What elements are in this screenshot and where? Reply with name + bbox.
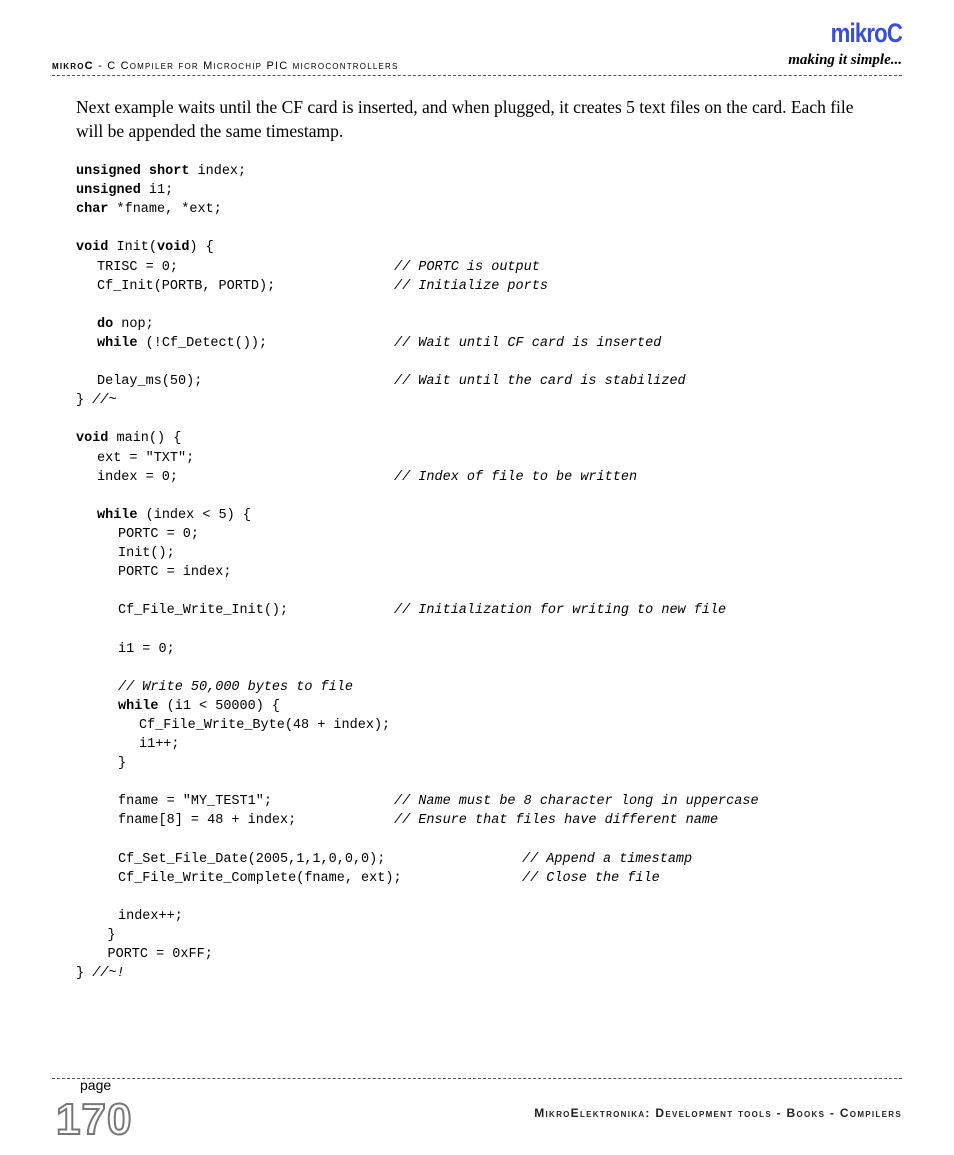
- code-line: [118, 525, 199, 544]
- code-keyword: do: [97, 316, 114, 332]
- code-text: (index < 5) {: [137, 507, 251, 523]
- code-text: }: [76, 393, 93, 409]
- code-line: [139, 735, 180, 754]
- code-text: index = 0;: [97, 469, 179, 485]
- code-line: [118, 869, 402, 888]
- code-text: i1 = 0;: [118, 641, 175, 657]
- code-line: [97, 277, 275, 296]
- code-line: [118, 544, 175, 563]
- code-line: [118, 811, 296, 830]
- code-line: [76, 200, 222, 219]
- code-text: TRISC = 0;: [97, 259, 179, 275]
- code-comment: // Ensure that files have different name: [394, 813, 719, 829]
- code-line: [97, 506, 251, 525]
- header-divider: [52, 75, 902, 76]
- code-text: PORTC = 0;: [118, 526, 200, 542]
- code-comment: // Close the file: [522, 870, 660, 886]
- code-text: }: [118, 756, 127, 772]
- code-line: [97, 449, 194, 468]
- code-line: [97, 468, 178, 487]
- code-line: [76, 391, 117, 410]
- code-line: [118, 850, 385, 869]
- code-text: Cf_File_Write_Complete(fname, ext);: [118, 870, 402, 886]
- code-comment: //~!: [92, 966, 125, 982]
- code-line: [97, 372, 202, 391]
- header-title: [52, 60, 399, 72]
- header-brand: mikroC: [52, 60, 94, 72]
- code-text: Init(: [108, 240, 158, 256]
- code-line: [118, 754, 126, 773]
- intro-paragraph: Next example waits until the CF card is inserted, and when plugged, it creates 5 text files on the card. Each file will be appended the same timestamp.: [76, 97, 854, 141]
- code-keyword: unsigned short: [76, 164, 190, 179]
- code-text: ) {: [189, 240, 214, 256]
- code-comment: //~: [92, 393, 117, 409]
- code-comment: // Initialize ports: [394, 278, 548, 294]
- code-comment: // Wait until the card is stabilized: [394, 374, 686, 390]
- code-line: [108, 945, 213, 964]
- code-text: Cf_Init(PORTB, PORTD);: [97, 278, 276, 294]
- code-line: [118, 601, 288, 620]
- code-keyword: while: [97, 335, 138, 351]
- code-line: [76, 429, 181, 448]
- footer-divider: [52, 1078, 902, 1079]
- code-text: PORTC = index;: [118, 565, 232, 581]
- code-text: (!Cf_Detect());: [137, 335, 268, 351]
- code-text: PORTC = 0xFF;: [107, 947, 213, 963]
- code-comment: // Index of file to be written: [394, 469, 638, 485]
- code-text: ext = "TXT";: [97, 450, 195, 466]
- code-text: i1;: [140, 183, 174, 199]
- code-text: index++;: [118, 908, 183, 924]
- code-keyword: while: [118, 698, 159, 714]
- code-comment: // Initialization for writing to new file: [394, 603, 727, 619]
- code-keyword: void: [76, 240, 109, 256]
- code-comment: // Name must be 8 character long in uppercase: [394, 794, 759, 810]
- code-keyword: void: [157, 240, 190, 256]
- code-line: [139, 716, 390, 735]
- header-title-rest: - C Compiler for Microchip PIC microcontrollers: [93, 60, 399, 72]
- code-line: [76, 238, 214, 257]
- code-line: [118, 678, 353, 697]
- code-line: [118, 792, 272, 811]
- code-text: main() {: [108, 431, 182, 447]
- code-text: }: [76, 966, 93, 982]
- code-text: fname[8] = 48 + index;: [118, 813, 297, 829]
- code-text: }: [107, 928, 116, 943]
- code-comment: // Append a timestamp: [522, 851, 693, 867]
- code-comment: // Wait until CF card is inserted: [394, 335, 662, 351]
- code-line: [118, 907, 183, 926]
- code-keyword: void: [76, 431, 109, 447]
- code-keyword: while: [97, 507, 138, 523]
- code-text: Cf_File_Write_Init();: [118, 603, 289, 619]
- code-line: [118, 563, 231, 582]
- code-text: fname = "MY_TEST1";: [118, 794, 272, 810]
- code-comment: // PORTC is output: [394, 259, 540, 275]
- brand-logo: mikroC: [830, 18, 902, 48]
- code-line: [97, 315, 154, 334]
- code-line: [76, 964, 125, 983]
- code-text: i1++;: [139, 737, 180, 752]
- code-text: (i1 < 50000) {: [158, 698, 281, 714]
- code-text: Cf_File_Write_Byte(48 + index);: [139, 717, 391, 733]
- code-line: [97, 334, 267, 353]
- code-text: Delay_ms(50);: [97, 374, 203, 390]
- code-line: [76, 162, 246, 181]
- code-comment: // Write 50,000 bytes to file: [118, 679, 353, 695]
- code-text: Init();: [118, 546, 175, 561]
- footer-title: MikroElektronika: Development tools - Books - Compilers: [534, 1106, 902, 1120]
- code-line: [118, 697, 280, 716]
- page-number: 170: [56, 1095, 133, 1144]
- code-line: [97, 258, 178, 277]
- code-keyword: char: [76, 202, 109, 218]
- code-keyword: unsigned: [76, 183, 141, 199]
- code-line: [76, 181, 173, 200]
- page-label: page: [80, 1077, 112, 1093]
- code-line: [118, 640, 175, 659]
- code-text: *fname, *ext;: [108, 202, 222, 218]
- brand-slogan: making it simple...: [788, 52, 902, 68]
- code-text: nop;: [113, 316, 154, 332]
- code-text: Cf_Set_File_Date(2005,1,1,0,0,0);: [118, 851, 386, 867]
- code-text: index;: [189, 164, 247, 179]
- code-line: [108, 926, 116, 945]
